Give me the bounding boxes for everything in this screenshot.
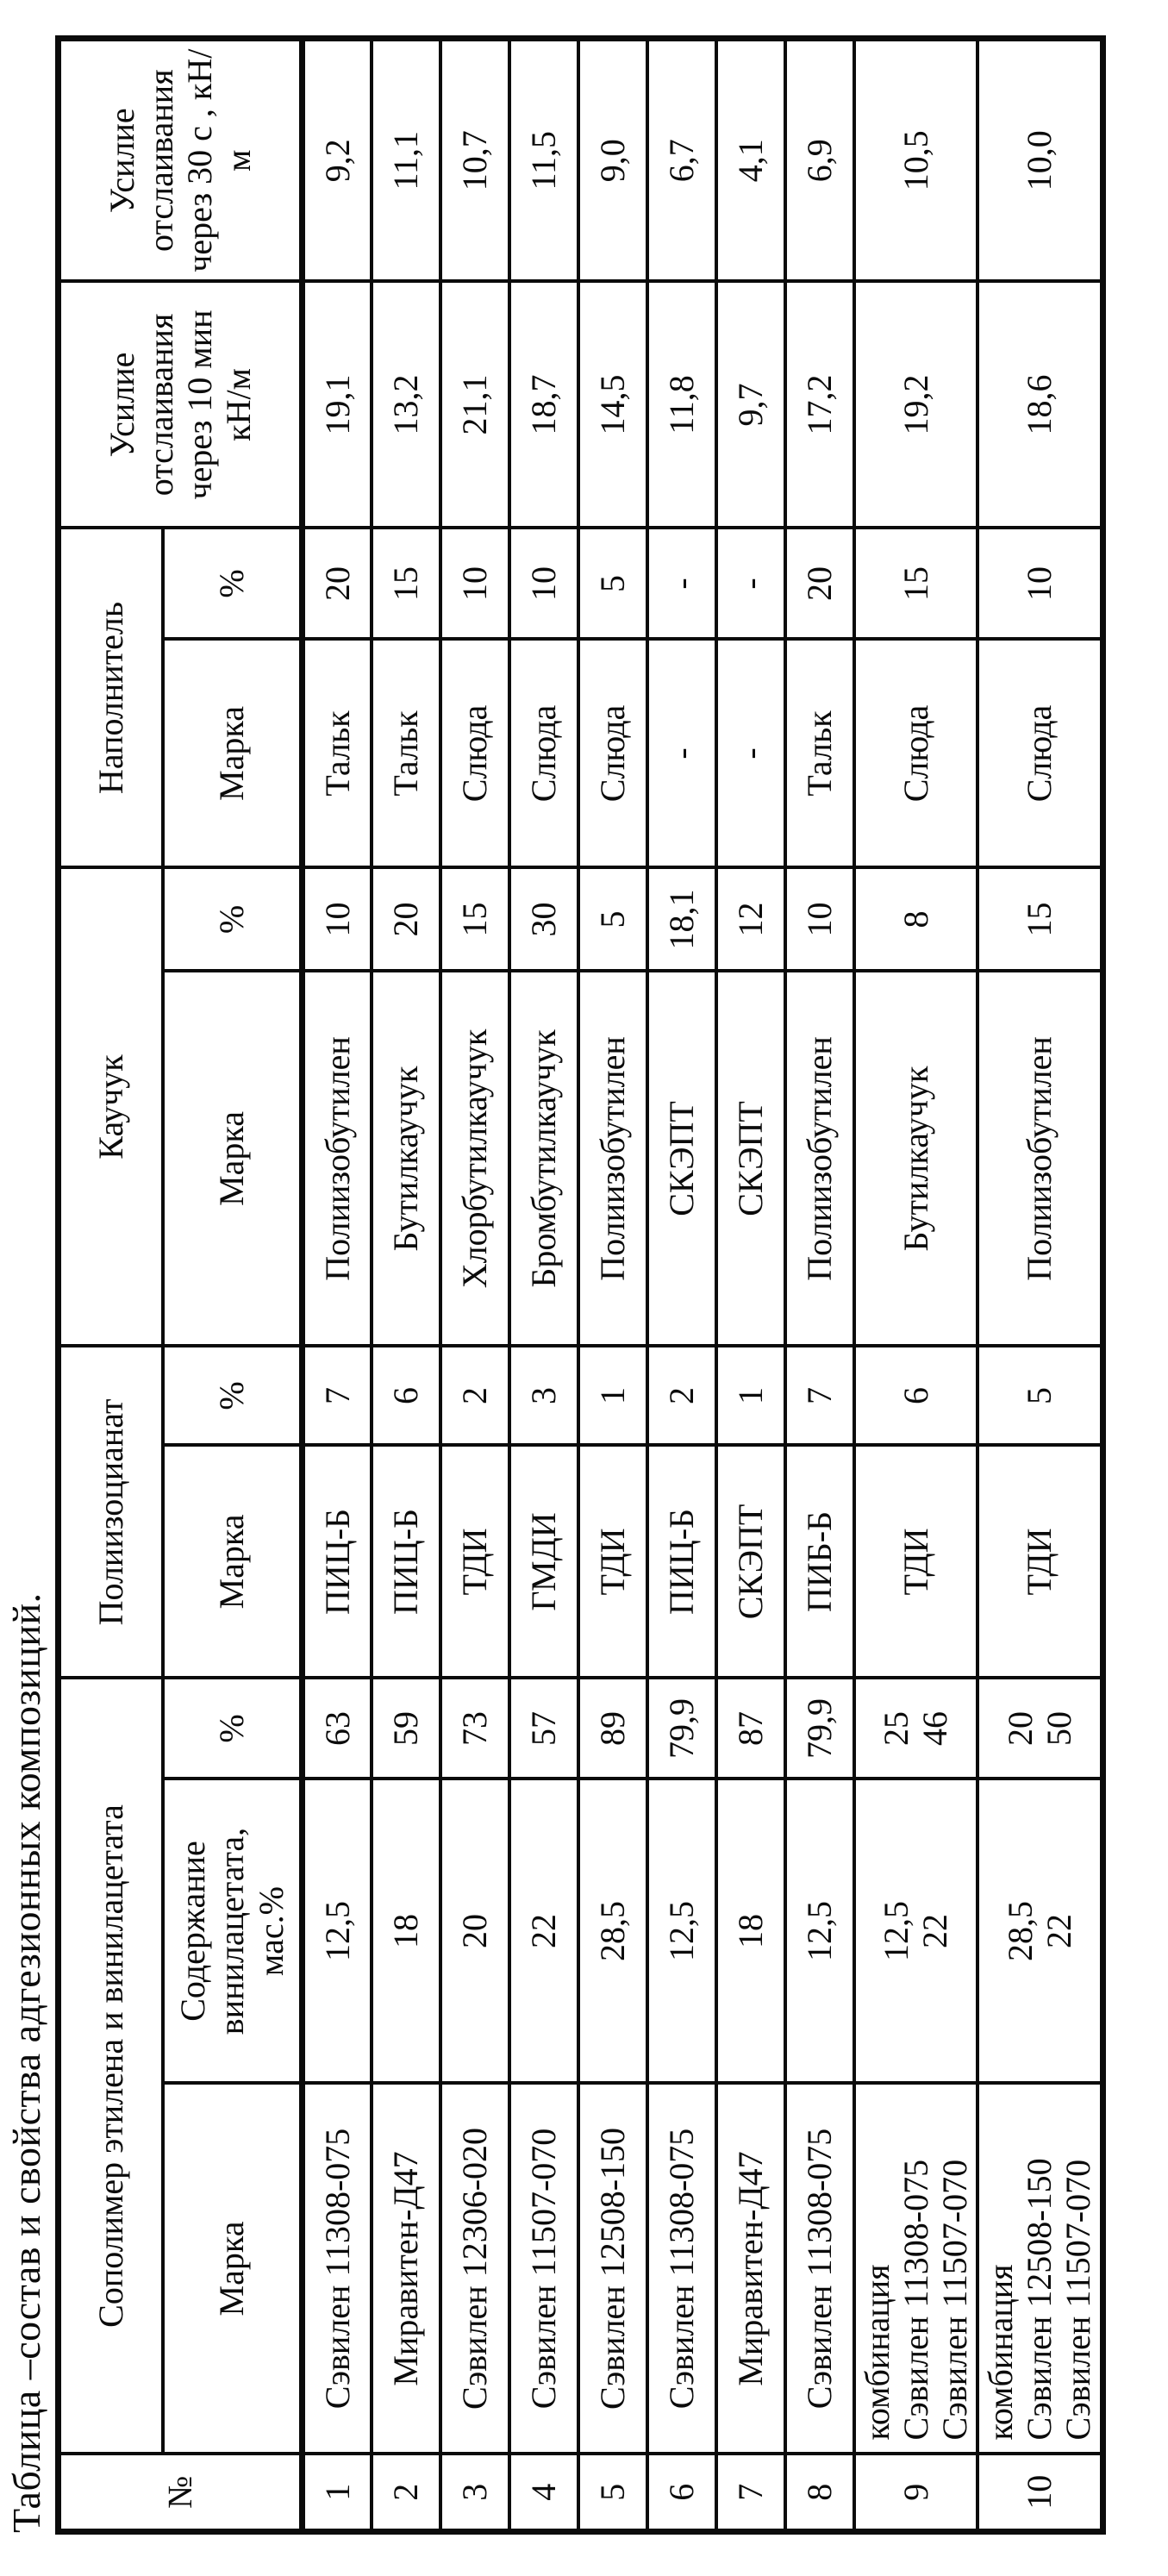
- rubber-brand-cell: Бутилкаучук: [372, 971, 440, 1346]
- copolymer-percent-cell: 89: [578, 1678, 647, 1779]
- peel-force-30s-cell: 10,5: [854, 38, 978, 281]
- rubber-percent-cell: 20: [372, 867, 440, 971]
- filler-brand-cell: Тальк: [372, 639, 440, 867]
- peel-force-10min-cell: 11,8: [647, 281, 716, 528]
- row-number-cell: 8: [785, 2454, 854, 2532]
- va-content-cell: 28,5 22: [977, 1779, 1102, 2084]
- table-row: [372, 38, 440, 2531]
- peel-force-30s-cell: 11,1: [372, 38, 440, 281]
- va-content-cell: 22: [509, 1779, 578, 2084]
- table-row: [303, 38, 372, 2531]
- rubber-percent-cell: 10: [303, 867, 372, 971]
- isocyanate-brand-cell: СКЭПТ: [716, 1445, 785, 1678]
- copolymer-brand-cell: Сэвилен 11308-075: [785, 2084, 854, 2454]
- va-content-cell: 12,5: [303, 1779, 372, 2084]
- copolymer-percent-cell: 79,9: [647, 1678, 716, 1779]
- isocyanate-brand-cell: ПИБ-Б: [785, 1445, 854, 1678]
- copolymer-percent-cell: 25 46: [854, 1678, 978, 1779]
- isocyanate-percent-cell: 5: [977, 1346, 1102, 1445]
- filler-brand-cell: Слюда: [578, 639, 647, 867]
- isocyanate-brand-cell: ПИЦ-Б: [303, 1445, 372, 1678]
- rubber-brand-cell: Полиизобутилен: [303, 971, 372, 1346]
- filler-percent-cell: 20: [785, 528, 854, 639]
- isocyanate-percent-cell: 7: [303, 1346, 372, 1445]
- isocyanate-brand-cell: ПИЦ-Б: [372, 1445, 440, 1678]
- filler-percent-cell: 15: [854, 528, 978, 639]
- row-number-cell: 2: [372, 2454, 440, 2532]
- isocyanate-percent-cell: 7: [785, 1346, 854, 1445]
- peel-force-30s-cell: 11,5: [509, 38, 578, 281]
- filler-brand-cell: -: [647, 639, 716, 867]
- copolymer-brand-cell: комбинация Сэвилен 12508-150 Сэвилен 11507-070: [977, 2084, 1102, 2454]
- table-row: [440, 38, 509, 2531]
- filler-brand-cell: Слюда: [509, 639, 578, 867]
- table-header: [59, 38, 303, 2531]
- header-rubber-percent: %: [163, 867, 303, 971]
- rubber-brand-cell: Бромбутилкаучук: [509, 971, 578, 1346]
- copolymer-percent-cell: 73: [440, 1678, 509, 1779]
- isocyanate-brand-cell: ТДИ: [977, 1445, 1102, 1678]
- filler-percent-cell: -: [716, 528, 785, 639]
- composition-properties-table: [55, 35, 1106, 2535]
- table-row: [647, 38, 716, 2531]
- row-number-cell: 4: [509, 2454, 578, 2532]
- va-content-cell: 12,5: [785, 1779, 854, 2084]
- rubber-percent-cell: 15: [440, 867, 509, 971]
- header-isocyanate-brand: Марка: [163, 1445, 303, 1678]
- header-peel-force-30s: Усилие отслаивания через 30 с , кН/м: [59, 38, 303, 281]
- row-number-cell: 7: [716, 2454, 785, 2532]
- header-polyisocyanate-group: Полиизоцианат: [59, 1346, 164, 1678]
- isocyanate-brand-cell: ПИЦ-Б: [647, 1445, 716, 1678]
- row-number-cell: 3: [440, 2454, 509, 2532]
- filler-percent-cell: 10: [509, 528, 578, 639]
- copolymer-brand-cell: Сэвилен 12508-150: [578, 2084, 647, 2454]
- filler-brand-cell: Тальк: [303, 639, 372, 867]
- filler-percent-cell: 10: [440, 528, 509, 639]
- isocyanate-percent-cell: 1: [716, 1346, 785, 1445]
- header-filler-group: Наполнитель: [59, 528, 164, 867]
- filler-brand-cell: Слюда: [854, 639, 978, 867]
- isocyanate-brand-cell: ТДИ: [854, 1445, 978, 1678]
- rubber-percent-cell: 18,1: [647, 867, 716, 971]
- header-filler-percent: %: [163, 528, 303, 639]
- rubber-percent-cell: 10: [785, 867, 854, 971]
- header-va-content: Содержание винилацетата, мас.%: [163, 1779, 303, 2084]
- isocyanate-percent-cell: 2: [440, 1346, 509, 1445]
- va-content-cell: 18: [716, 1779, 785, 2084]
- va-content-cell: 12,5: [647, 1779, 716, 2084]
- copolymer-brand-cell: Сэвилен 11507-070: [509, 2084, 578, 2454]
- table-row: [854, 38, 978, 2531]
- rubber-brand-cell: Хлорбутилкаучук: [440, 971, 509, 1346]
- header-copolymer-group: Сополимер этилена и винилацетата: [59, 1678, 164, 2454]
- peel-force-30s-cell: 9,2: [303, 38, 372, 281]
- filler-percent-cell: 5: [578, 528, 647, 639]
- filler-brand-cell: Тальк: [785, 639, 854, 867]
- copolymer-percent-cell: 79,9: [785, 1678, 854, 1779]
- isocyanate-percent-cell: 1: [578, 1346, 647, 1445]
- header-peel-force-10min: Усилие отслаивания через 10 мин кН/м: [59, 281, 303, 528]
- table-title: Таблица –состав и свойства адгезионных композиций.: [4, 1592, 48, 2533]
- copolymer-percent-cell: 57: [509, 1678, 578, 1779]
- peel-force-10min-cell: 19,2: [854, 281, 978, 528]
- row-number-cell: 1: [303, 2454, 372, 2532]
- row-number-cell: 6: [647, 2454, 716, 2532]
- copolymer-brand-cell: комбинация Сэвилен 11308-075 Сэвилен 11507-070: [854, 2084, 978, 2454]
- peel-force-30s-cell: 4,1: [716, 38, 785, 281]
- peel-force-30s-cell: 10,7: [440, 38, 509, 281]
- filler-brand-cell: Слюда: [440, 639, 509, 867]
- isocyanate-brand-cell: ТДИ: [440, 1445, 509, 1678]
- table-row: [716, 38, 785, 2531]
- peel-force-10min-cell: 18,7: [509, 281, 578, 528]
- isocyanate-percent-cell: 3: [509, 1346, 578, 1445]
- rubber-percent-cell: 12: [716, 867, 785, 971]
- peel-force-10min-cell: 19,1: [303, 281, 372, 528]
- isocyanate-percent-cell: 2: [647, 1346, 716, 1445]
- peel-force-30s-cell: 6,9: [785, 38, 854, 281]
- peel-force-10min-cell: 14,5: [578, 281, 647, 528]
- table-row: [578, 38, 647, 2531]
- copolymer-percent-cell: 59: [372, 1678, 440, 1779]
- row-number-cell: 9: [854, 2454, 978, 2532]
- rubber-percent-cell: 30: [509, 867, 578, 971]
- table-row: [785, 38, 854, 2531]
- table-body: [303, 38, 1103, 2531]
- table-row: [509, 38, 578, 2531]
- filler-brand-cell: -: [716, 639, 785, 867]
- row-number-cell: 10: [977, 2454, 1102, 2532]
- copolymer-brand-cell: Сэвилен 12306-020: [440, 2084, 509, 2454]
- copolymer-percent-cell: 63: [303, 1678, 372, 1779]
- header-num: №: [59, 2454, 303, 2532]
- isocyanate-percent-cell: 6: [854, 1346, 978, 1445]
- rubber-brand-cell: СКЭПТ: [647, 971, 716, 1346]
- row-number-cell: 5: [578, 2454, 647, 2532]
- rubber-brand-cell: Полиизобутилен: [977, 971, 1102, 1346]
- rubber-brand-cell: СКЭПТ: [716, 971, 785, 1346]
- copolymer-brand-cell: Миравитен-Д47: [716, 2084, 785, 2454]
- peel-force-30s-cell: 6,7: [647, 38, 716, 281]
- filler-percent-cell: 15: [372, 528, 440, 639]
- filler-percent-cell: 20: [303, 528, 372, 639]
- peel-force-10min-cell: 9,7: [716, 281, 785, 528]
- peel-force-30s-cell: 9,0: [578, 38, 647, 281]
- rubber-brand-cell: Бутилкаучук: [854, 971, 978, 1346]
- filler-brand-cell: Слюда: [977, 639, 1102, 867]
- peel-force-10min-cell: 13,2: [372, 281, 440, 528]
- header-copolymer-percent: %: [163, 1678, 303, 1779]
- rubber-percent-cell: 15: [977, 867, 1102, 971]
- va-content-cell: 28,5: [578, 1779, 647, 2084]
- isocyanate-percent-cell: 6: [372, 1346, 440, 1445]
- table-row: [977, 38, 1102, 2531]
- header-copolymer-brand: Марка: [163, 2084, 303, 2454]
- copolymer-brand-cell: Сэвилен 11308-075: [647, 2084, 716, 2454]
- va-content-cell: 18: [372, 1779, 440, 2084]
- copolymer-brand-cell: Сэвилен 11308-075: [303, 2084, 372, 2454]
- copolymer-brand-cell: Миравитен-Д47: [372, 2084, 440, 2454]
- header-filler-brand: Марка: [163, 639, 303, 867]
- peel-force-10min-cell: 21,1: [440, 281, 509, 528]
- peel-force-30s-cell: 10,0: [977, 38, 1102, 281]
- rubber-brand-cell: Полиизобутилен: [785, 971, 854, 1346]
- isocyanate-brand-cell: ГМДИ: [509, 1445, 578, 1678]
- filler-percent-cell: -: [647, 528, 716, 639]
- rubber-percent-cell: 5: [578, 867, 647, 971]
- va-content-cell: 12,5 22: [854, 1779, 978, 2084]
- isocyanate-brand-cell: ТДИ: [578, 1445, 647, 1678]
- header-isocyanate-percent: %: [163, 1346, 303, 1445]
- peel-force-10min-cell: 17,2: [785, 281, 854, 528]
- peel-force-10min-cell: 18,6: [977, 281, 1102, 528]
- rubber-brand-cell: Полиизобутилен: [578, 971, 647, 1346]
- group-header-row: [59, 38, 164, 2531]
- copolymer-percent-cell: 20 50: [977, 1678, 1102, 1779]
- va-content-cell: 20: [440, 1779, 509, 2084]
- header-rubber-brand: Марка: [163, 971, 303, 1346]
- copolymer-percent-cell: 87: [716, 1678, 785, 1779]
- header-rubber-group: Каучук: [59, 867, 164, 1346]
- rubber-percent-cell: 8: [854, 867, 978, 971]
- filler-percent-cell: 10: [977, 528, 1102, 639]
